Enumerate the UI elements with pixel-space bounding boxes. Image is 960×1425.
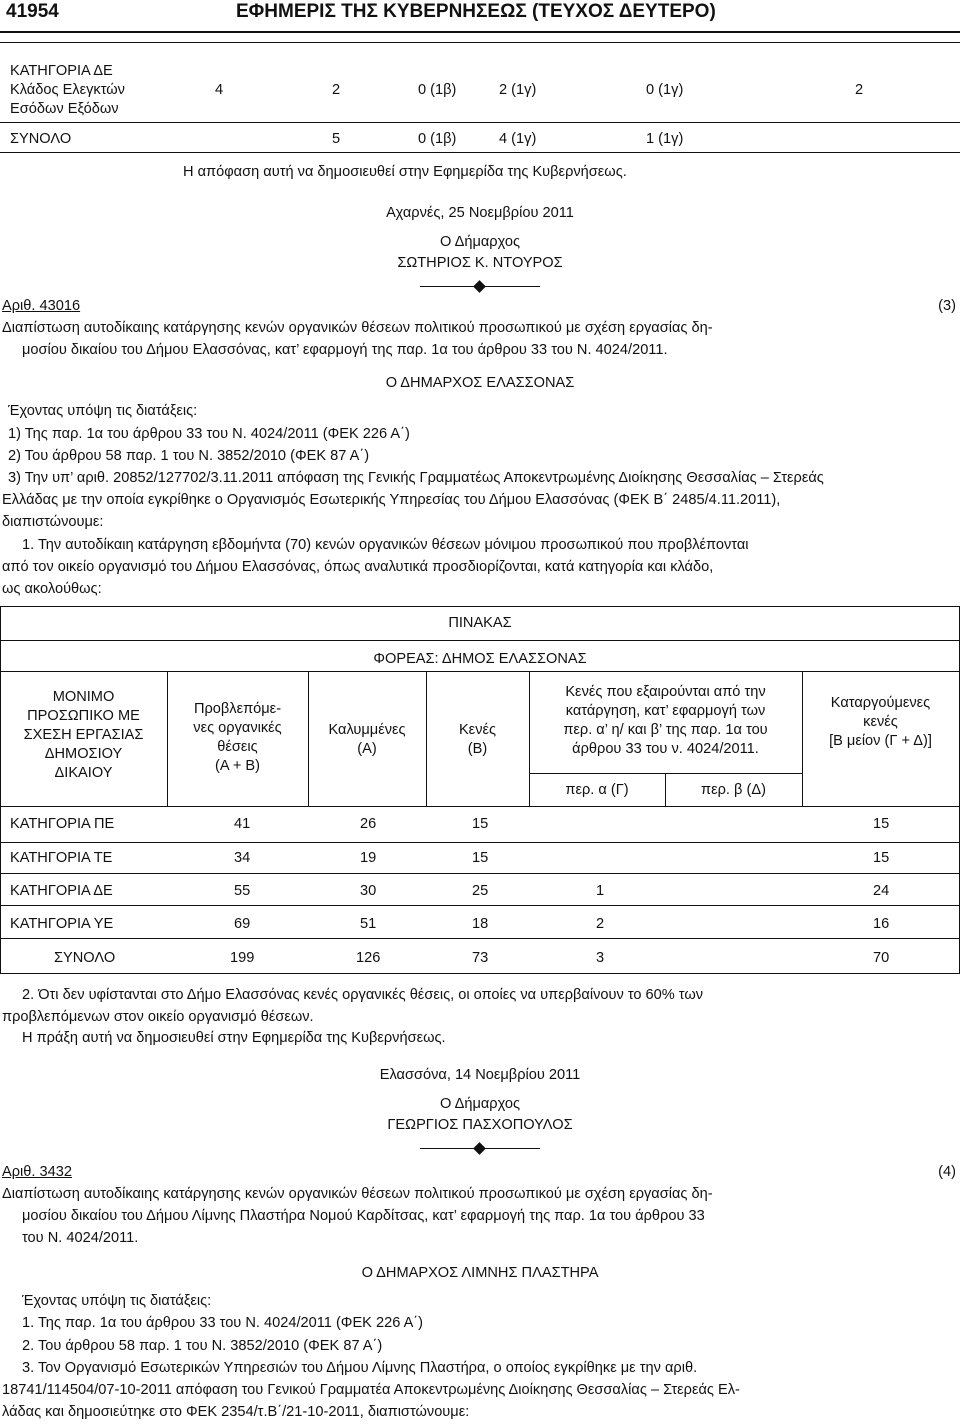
top-total-c4: 1 (1γ) <box>646 131 684 147</box>
row-total: 41 <box>234 816 251 832</box>
decision2-place-date: Ελασσόνα, 14 Νοεμβρίου 2011 <box>379 1067 581 1083</box>
table-title: ΠΙΝΑΚΑΣ <box>448 615 512 631</box>
row-filled: 26 <box>360 816 377 832</box>
page-number: 41954 <box>6 1 59 22</box>
top-row-c6: 2 <box>855 82 864 98</box>
col-excluded-b-header: περ. β (Δ) <box>701 782 766 798</box>
row-filled: 19 <box>360 850 377 866</box>
row-total: 199 <box>230 950 255 966</box>
decision1-name: ΣΩΤΗΡΙΟΣ Κ. ΝΤΟΥΡΟΣ <box>397 255 563 271</box>
decision2-arith: Αριθ. 43016 <box>2 298 81 314</box>
row-excluded-a: 2 <box>596 916 605 932</box>
decision2-role: Ο Δήμαρχος <box>439 1096 521 1112</box>
col-filled-header: Καλυμμένες (Α) <box>328 722 406 757</box>
top-row-label-line2: Κλάδος Ελεγκτών <box>10 82 125 98</box>
row-abolished: 15 <box>873 850 890 866</box>
decision3-item1: 1. Της παρ. 1α του άρθρου 33 του Ν. 4024/2011 (ΦΕΚ 226 Α΄) <box>22 1315 424 1331</box>
row-filled: 30 <box>360 883 377 899</box>
row-label: ΚΑΤΗΓΟΡΙΑ ΔΕ <box>10 883 113 899</box>
top-row-c2: 2 <box>332 82 341 98</box>
row-filled: 126 <box>356 950 381 966</box>
decision3-item2: 2. Του άρθρου 58 παρ. 1 του Ν. 3852/2010 (ΦΕΚ 87 Α΄) <box>22 1338 383 1354</box>
decision2-point2-line2: προβλεπόμενων στον οικείο οργανισμό θέσεων. <box>2 1009 314 1025</box>
decision1-publish: Η απόφαση αυτή να δημοσιευθεί στην Εφημερίδα της Κυβερνήσεως. <box>183 164 627 180</box>
decision1-place-date: Αχαρνές, 25 Νοεμβρίου 2011 <box>386 205 574 221</box>
top-table-bottom-rule <box>0 152 960 153</box>
decision3-index: (4) <box>938 1164 956 1180</box>
decision3-arith: Αριθ. 3432 <box>2 1164 72 1180</box>
decision2-item3-line3: διαπιστώνουμε: <box>2 514 104 530</box>
decision2-name: ΓΕΩΡΓΙΟΣ ΠΑΣΧΟΠΟΥΛΟΣ <box>387 1117 573 1133</box>
decision2-point1-line3: ως ακολούθως: <box>2 581 102 597</box>
row-vacant: 73 <box>472 950 489 966</box>
row-label: ΚΑΤΗΓΟΡΙΑ ΤΕ <box>10 850 113 866</box>
decision3-authority: Ο ΔΗΜΑΡΧΟΣ ΛΙΜΝΗΣ ΠΛΑΣΤΗΡΑ <box>361 1265 599 1281</box>
decision2-point1-line2: από τον οικείο οργανισμό του Δήμου Ελασσόνας, όπως αναλυτικά προσδιορίζονται, κατά κατηγορία και κλάδο, <box>2 559 714 575</box>
row-abolished: 70 <box>873 950 890 966</box>
decision3-item3-line2: 18741/114504/07-10-2011 απόφαση του Γενικού Γραμματέα Αποκεντρωμένης Διοίκησης Θεσσαλίας – Στερεάς Ελ- <box>2 1382 740 1398</box>
row-abolished: 16 <box>873 916 890 932</box>
row-excluded-a: 1 <box>596 883 605 899</box>
row-label: ΣΥΝΟΛΟ <box>54 950 116 966</box>
col-positions-header: Προβλεπόμε- νες οργανικές θέσεις (Α + Β) <box>193 701 282 774</box>
top-table-mid-rule <box>0 122 960 123</box>
decision3-considering: Έχοντας υπόψη τις διατάξεις: <box>22 1293 212 1309</box>
decision3-title-line1: Διαπίστωση αυτοδίκαιης κατάργησης κενών οργανικών θέσεων πολιτικού προσωπικού με σχέση εργασίας δη- <box>2 1186 713 1202</box>
decision2-title-line1: Διαπίστωση αυτοδίκαιης κατάργησης κενών οργανικών θέσεων πολιτικού προσωπικού με σχέση εργασίας δη- <box>2 320 713 336</box>
top-row-label-line3: Εσόδων Εξόδων <box>10 101 119 117</box>
row-total: 69 <box>234 916 251 932</box>
top-total-c2: 0 (1β) <box>418 131 457 147</box>
decision2-publish: Η πράξη αυτή να δημοσιευθεί στην Εφημερίδα της Κυβερνήσεως. <box>22 1030 446 1046</box>
top-row-label-line1: ΚΑΤΗΓΟΡΙΑ ΔΕ <box>10 63 113 79</box>
row-total: 34 <box>234 850 251 866</box>
row-abolished: 24 <box>873 883 890 899</box>
decision2-item1: 1) Της παρ. 1α του άρθρου 33 του Ν. 4024/2011 (ΦΕΚ 226 Α΄) <box>8 426 410 442</box>
decision2-item2: 2) Του άρθρου 58 παρ. 1 του Ν. 3852/2010 (ΦΕΚ 87 Α΄) <box>8 448 370 464</box>
col-excluded-a-header: περ. α (Γ) <box>565 782 629 798</box>
separator-diamond <box>473 280 486 293</box>
col-vacant-header: Κενές (Β) <box>458 722 497 757</box>
decision2-item3-line1: 3) Την υπ’ αριθ. 20852/127702/3.11.2011 απόφαση της Γενικής Γραμματέως Αποκεντρωμένης Διοίκησης Θεσσαλίας – Στερεάς <box>8 470 824 486</box>
col-excluded-header: Κενές που εξαιρούνται από την κατάργηση, κατ’ εφαρμογή των περ. α’ η/ και β’ της παρ. 1α του άρθρου 33 του ν. 4024/2011. <box>563 684 768 757</box>
table-subtitle: ΦΟΡΕΑΣ: ΔΗΜΟΣ ΕΛΑΣΣΟΝΑΣ <box>373 651 587 667</box>
top-total-c1: 5 <box>332 131 341 147</box>
col-abolished-header: Καταργούμενες κενές [Β μείον (Γ + Δ)] <box>829 695 932 749</box>
top-row-c4: 2 (1γ) <box>499 82 537 98</box>
row-label: ΚΑΤΗΓΟΡΙΑ ΠΕ <box>10 816 115 832</box>
row-total: 55 <box>234 883 251 899</box>
row-vacant: 15 <box>472 850 489 866</box>
top-total-label: ΣΥΝΟΛΟ <box>10 131 72 147</box>
row-label: ΚΑΤΗΓΟΡΙΑ ΥΕ <box>10 916 114 932</box>
top-table-rule <box>0 42 960 43</box>
top-row-c5: 0 (1γ) <box>646 82 684 98</box>
row-filled: 51 <box>360 916 377 932</box>
top-row-c1: 4 <box>215 82 224 98</box>
decision2-considering: Έχοντας υπόψη τις διατάξεις: <box>8 403 198 419</box>
decision2-index: (3) <box>938 298 956 314</box>
row-excluded-a: 3 <box>596 950 605 966</box>
decision2-point1-line1: 1. Την αυτοδίκαιη κατάργηση εβδομήντα (70) κενών οργανικών θέσεων μόνιμου προσωπικού που προβλέπονται <box>22 537 749 553</box>
decision3-title-line2: μοσίου δικαίου του Δήμου Λίμνης Πλαστήρα Νομού Καρδίτσας, κατ’ εφαρμογή της παρ. 1α του άρθρου 33 <box>22 1208 705 1224</box>
decision3-item3-line1: 3. Τον Οργανισμό Εσωτερικών Υπηρεσιών του Δήμου Λίμνης Πλαστήρα, ο οποίος εγκρίθηκε με την αριθ. <box>22 1360 698 1376</box>
separator-diamond <box>473 1142 486 1155</box>
top-total-c3: 4 (1γ) <box>499 131 537 147</box>
gazette-title: ΕΦΗΜΕΡΙΣ ΤΗΣ ΚΥΒΕΡΝΗΣΕΩΣ (ΤΕΥΧΟΣ ΔΕΥΤΕΡΟ) <box>236 1 716 22</box>
top-row-c3: 0 (1β) <box>418 82 457 98</box>
decision3-item3-line3: λάδας και δημοσιεύτηκε στο ΦΕΚ 2354/τ.Β΄/21-10-2011, διαπιστώνουμε: <box>2 1404 470 1420</box>
decision2-point2-line1: 2. Ότι δεν υφίστανται στο Δήμο Ελασσόνας κενές οργανικές θέσεις, οι οποίες να υπερβαίνουν το 60% των <box>22 987 704 1003</box>
row-vacant: 15 <box>472 816 489 832</box>
decision1-role: Ο Δήμαρχος <box>439 234 521 250</box>
header-rule <box>0 31 960 33</box>
decision2-authority: Ο ΔΗΜΑΡΧΟΣ ΕΛΑΣΣΟΝΑΣ <box>385 375 575 391</box>
row-vacant: 25 <box>472 883 489 899</box>
row-abolished: 15 <box>873 816 890 832</box>
decision3-title-line3: του Ν. 4024/2011. <box>22 1230 139 1246</box>
decision2-item3-line2: Ελλάδας με την οποία εγκρίθηκε ο Οργανισμός Εσωτερικής Υπηρεσίας του Δήμου Ελασσόνας (ΦΕΚ Β΄ 2485/4.11.2011), <box>2 492 781 508</box>
decision2-title-line2: μοσίου δικαίου του Δήμου Ελασσόνας, κατ’ εφαρμογή της παρ. 1α του άρθρου 33 του Ν. 4024/2011. <box>22 342 668 358</box>
row-vacant: 18 <box>472 916 489 932</box>
col-permanent-header: ΜΟΝΙΜΟ ΠΡΟΣΩΠΙΚΟ ΜΕ ΣΧΕΣΗ ΕΡΓΑΣΙΑΣ ΔΗΜΟΣΙΟΥ ΔΙΚΑΙΟΥ <box>23 689 144 781</box>
